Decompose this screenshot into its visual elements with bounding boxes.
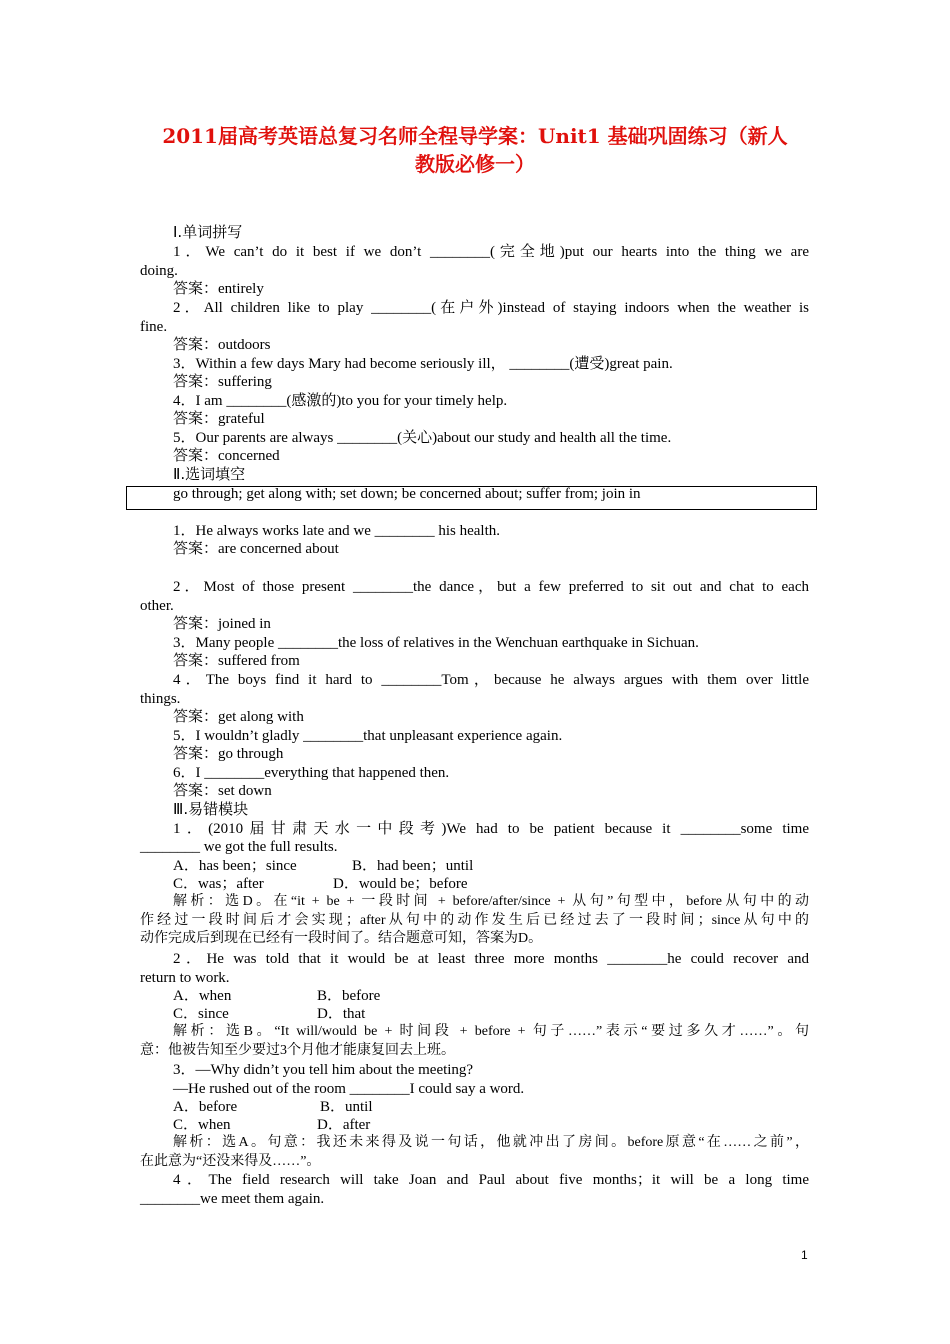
option-c: C．when [173,1117,231,1133]
option-a: A．when [173,988,232,1004]
answer-text: 答案：go through [173,746,284,762]
question-text: 4．The field research will take Joan and Paul about five months；it will be a long time [173,1172,809,1188]
option-b: B．before [317,988,381,1004]
section-heading-1: Ⅰ.单词拼写 [173,223,243,241]
question-text: things. [140,691,181,707]
question-text: 5．Our parents are always ________(关心)about our study and health all the time. [173,430,672,446]
question-text: 6．I ________everything that happened then. [173,765,450,781]
question-text: 2．He was told that it would be at least three more months ________he could recover and [173,951,809,967]
question-text: ________ we got the full results. [140,839,338,855]
option-d: D．after [317,1117,371,1133]
answer-text: 答案：suffered from [173,653,300,669]
answer-text: 答案：entirely [173,281,264,297]
question-text: 3．Within a few days Mary had become seriously ill， ________(遭受)great pain. [173,356,673,372]
question-text: other. [140,598,174,614]
option-d: D．that [317,1006,366,1022]
analysis-text: 意：他被告知至少要过3个月他才能康复回去上班。 [140,1043,455,1058]
answer-text: 答案：outdoors [173,337,271,353]
question-text: 1．He always works late and we ________ his health. [173,523,501,539]
answer-text: 答案：grateful [173,411,265,427]
question-text: doing. [140,263,178,279]
section-heading-2: Ⅱ.选词填空 [173,465,246,483]
option-c: C．since [173,1006,229,1022]
option-b: B．until [320,1099,373,1115]
question-text: 2．All children like to play ________(在户外)instead of staying indoors when the weather is [173,300,809,316]
answer-text: 答案：joined in [173,616,271,632]
question-text: fine. [140,319,168,335]
question-text: 2．Most of those present ________the dance，but a few preferred to sit out and chat to each [173,579,809,595]
option-d: D．would be；before [333,876,468,892]
title-line-2: 教版必修一） [415,152,535,176]
question-text: return to work. [140,970,230,986]
word-bank-text: go through; get along with; set down; be concerned about; suffer from; join in [173,486,641,502]
analysis-text: 解析：选A。句意：我还未来得及说一句话，他就冲出了房间。before原意“在……之前”， [173,1135,809,1150]
question-text: 4．The boys find it hard to ________Tom，because he always argues with them over little [173,672,809,688]
analysis-text: 解析：选B。“It will/would be + 时间段 + before + 句子……”表示“要过多久才……”。句 [173,1024,809,1039]
question-text: 1．(2010届甘肃天水一中段考)We had to be patient because it ________some time [173,821,809,837]
answer-text: 答案：are concerned about [173,541,339,557]
answer-text: 答案：get along with [173,709,304,725]
question-text: 4．I am ________(感激的)to you for your timely help. [173,393,508,409]
section-heading-3: Ⅲ.易错模块 [173,800,249,818]
question-text: 3．—Why didn’t you tell him about the meeting? [173,1062,474,1078]
option-c: C．was；after [173,876,264,892]
document-title [130,122,820,178]
analysis-text: 在此意为“还没来得及……”。 [140,1154,321,1169]
title-line-1: 2011届高考英语总复习名师全程导学案：Unit1 基础巩固练习（新人 [162,124,788,148]
page-number: 1 [801,1248,808,1262]
answer-text: 答案：suffering [173,374,272,390]
analysis-text: 解析：选D。在“it + be + 一段时间 + before/after/since + 从句”句型中，before从句中的动 [173,894,809,909]
question-text: 1．We can’t do it best if we don’t ________(完全地)put our hearts into the thing we are [173,244,809,260]
answer-text: 答案：set down [173,783,272,799]
option-a: A．before [173,1099,238,1115]
analysis-text: 作经过一段时间后才会实现；after从句中的动作发生后已经过去了一段时间；since从句中的 [140,913,809,928]
question-text: 5．I wouldn’t gladly ________that unpleasant experience again. [173,728,563,744]
answer-text: 答案：concerned [173,448,280,464]
analysis-text: 动作完成后到现在已经有一段时间了。结合题意可知，答案为D。 [140,931,543,946]
question-text: ________we meet them again. [140,1191,325,1207]
option-b: B．had been；until [352,858,474,874]
question-text: —He rushed out of the room ________I could say a word. [173,1081,525,1097]
option-a: A．has been；since [173,858,297,874]
question-text: 3．Many people ________the loss of relatives in the Wenchuan earthquake in Sichuan. [173,635,699,651]
